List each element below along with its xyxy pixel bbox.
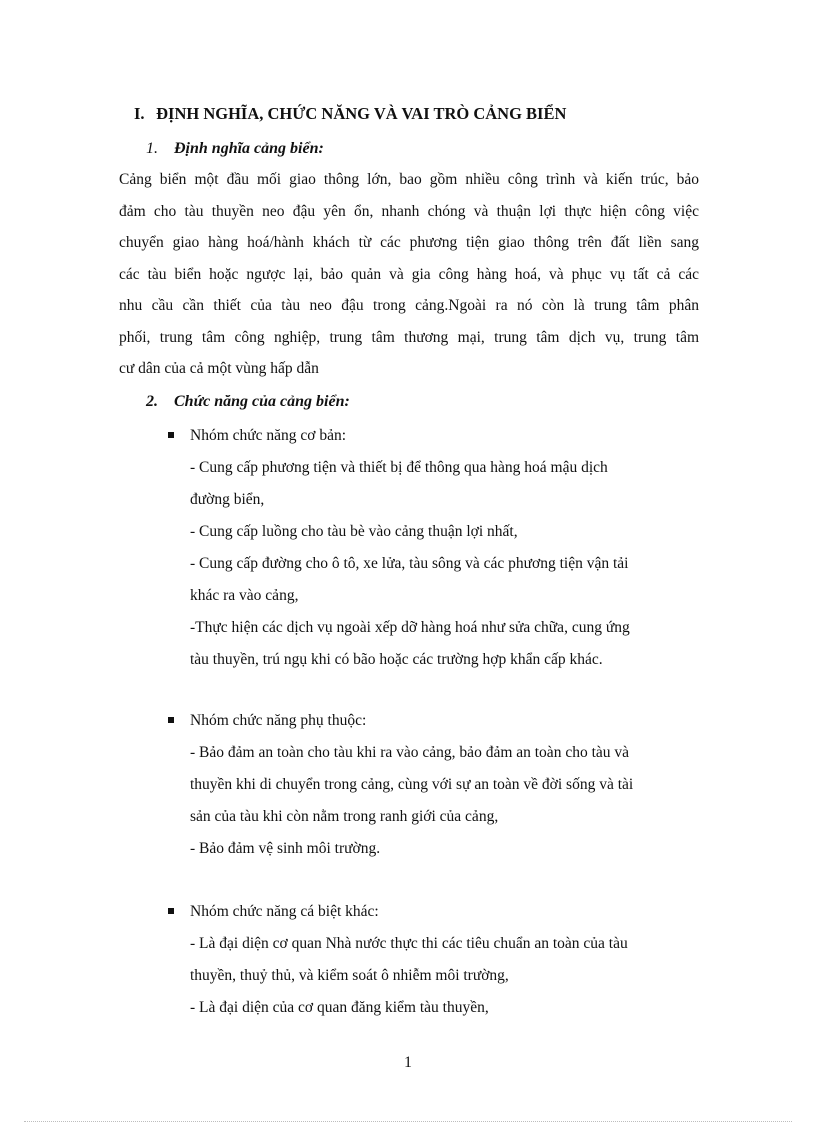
group-heading-row [166,420,706,452]
section-title: ĐỊNH NGHĨA, CHỨC NĂNG VÀ VAI TRÒ CẢNG BIỂN [156,104,567,123]
paragraph-line: phối, trung tâm công nghiệp, trung tâm thương mại, trung tâm dịch vụ, trung tâm [119,328,699,346]
group-heading-row [166,896,706,928]
paragraph-line: các tàu biển hoặc ngược lại, bảo quản và gia công hàng hoá, và phục vụ tất cả các [119,265,699,283]
group-heading: Nhóm chức năng cá biệt khác: [190,903,379,920]
group-line: thuyền khi di chuyển trong cảng, cùng với sự an toàn về đời sống và tài [190,776,634,793]
function-group-basic [166,420,706,676]
group-heading: Nhóm chức năng phụ thuộc: [190,712,367,729]
group-line: đường biển, [190,491,265,508]
group-line: - Là đại diện cơ quan Nhà nước thực thi các tiêu chuẩn an toàn của tàu [190,935,628,952]
group-line: - Là đại diện của cơ quan đăng kiểm tàu thuyền, [190,999,489,1016]
group-line: - Cung cấp đường cho ô tô, xe lửa, tàu sông và các phương tiện vận tải [190,555,629,572]
paragraph-line: nhu cầu cần thiết của tàu neo đậu trong cảng.Ngoài ra nó còn là trung tâm phân [119,297,699,314]
square-bullet-icon [168,717,174,723]
paragraph-line: đảm cho tàu thuyền neo đậu yên ổn, nhanh chóng và thuận lợi thực hiện công việc [119,202,699,220]
subsection-2-number: 2. [146,393,158,410]
group-line: - Cung cấp phương tiện và thiết bị để thông qua hàng hoá mậu dịch [190,459,608,476]
section-heading [134,103,734,125]
paragraph-line: chuyển giao hàng hoá/hành khách từ các phương tiện giao thông trên đất liền sang [119,234,699,251]
group-line: - Bảo đảm an toàn cho tàu khi ra vào cảng, bảo đảm an toàn cho tàu và [190,744,630,761]
group-line: - Bảo đảm vệ sinh môi trường. [190,840,381,857]
subsection-1-number: 1. [146,140,158,157]
page-bottom-border [24,1121,792,1122]
group-line: thuyền, thuỷ thủ, và kiểm soát ô nhiễm môi trường, [190,967,509,984]
square-bullet-icon [168,432,174,438]
definition-paragraph [119,164,699,385]
subsection-1-heading [146,138,324,160]
group-line: khác ra vào cảng, [190,587,299,604]
group-heading: Nhóm chức năng cơ bản: [190,427,347,444]
group-heading-row [166,705,706,737]
subsection-2-title: Chức năng của cảng biển: [174,393,350,410]
section-number: I. [134,104,145,123]
group-line: sản của tàu khi còn nằm trong ranh giới của cảng, [190,808,499,825]
function-group-specific [166,896,706,1024]
group-line: -Thực hiện các dịch vụ ngoài xếp dỡ hàng hoá như sửa chữa, cung ứng [190,619,630,636]
paragraph-line: Cảng biển một đầu mối giao thông lớn, bao gồm nhiều công trình và kiến trúc, bảo [119,171,699,188]
group-line: tàu thuyền, trú ngụ khi có bão hoặc các trường hợp khẩn cấp khác. [190,651,603,668]
function-group-dependent [166,705,706,865]
square-bullet-icon [168,908,174,914]
subsection-2-heading [146,391,350,413]
paragraph-line: cư dân của cả một vùng hấp dẫn [119,360,319,377]
group-line: - Cung cấp luồng cho tàu bè vào cảng thuận lợi nhất, [190,523,518,540]
subsection-1-title: Định nghĩa cảng biển: [174,140,324,157]
page-number: 1 [404,1054,412,1071]
